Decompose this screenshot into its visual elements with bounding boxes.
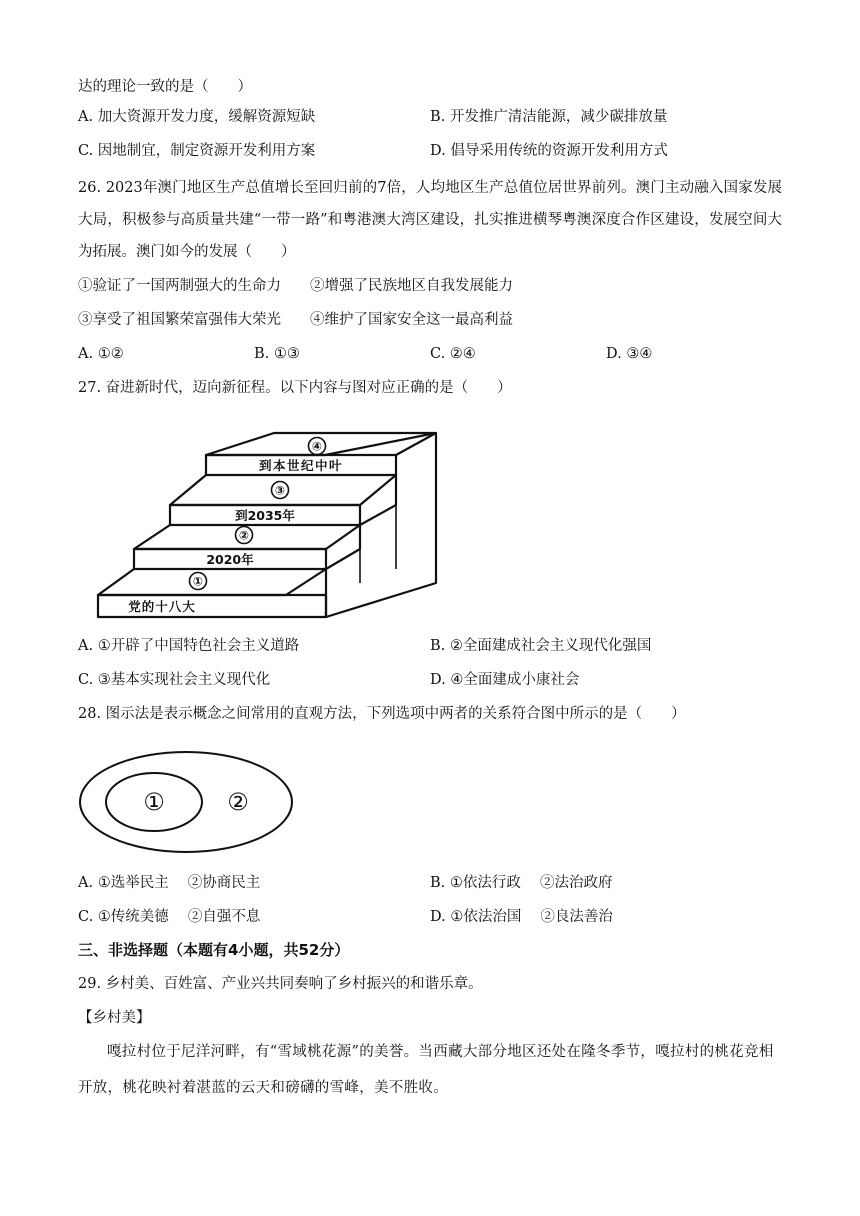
- q27-option-d[interactable]: D. ④全面建成小康社会: [430, 672, 580, 688]
- q26-option-d[interactable]: D. ③④: [606, 346, 653, 362]
- q26-stem: 26. 2023年澳门地区生产总值增长至回归前的7倍，人均地区生产总值位居世界前列。澳门主动融入国家发展大局，积极参与高质量共建“一带一路”和粤港澳大湾区建设，扎实推进横琴粤澳深度合作区建设，发展空间大为拓展。澳门如今的发展（ ）: [78, 180, 782, 260]
- q25-option-a[interactable]: A. 加大资源开发力度，缓解资源短缺: [78, 109, 316, 125]
- step-2-label: 2020年: [206, 552, 254, 567]
- marker-1: ①: [192, 574, 204, 589]
- q25-option-c[interactable]: C. 因地制宜，制定资源开发利用方案: [78, 143, 316, 159]
- q26-statements-2: ③享受了祖国繁荣富强伟大荣光 ④维护了国家安全这一最高利益: [78, 312, 513, 328]
- q27-option-b[interactable]: B. ②全面建成社会主义现代化强国: [430, 638, 652, 654]
- q29-sub-heading: 【乡村美】: [78, 1010, 151, 1026]
- q28-stem: 28. 图示法是表示概念之间常用的直观方法，下列选项中两者的关系符合图中所示的是（ ）: [78, 706, 686, 722]
- q26-option-c[interactable]: C. ②④: [430, 346, 476, 362]
- q26-statements-1: ①验证了一国两制强大的生命力 ②增强了民族地区自我发展能力: [78, 278, 513, 294]
- q26-option-a[interactable]: A. ①②: [78, 346, 124, 362]
- outer-ellipse: [80, 752, 292, 852]
- q29-stem: 29. 乡村美、百姓富、产业兴共同奏响了乡村振兴的和谐乐章。: [78, 976, 483, 992]
- q29-paragraph: 嘎拉村位于尼洋河畔，有“雪域桃花源”的美誉。当西藏大部分地区还处在隆冬季节，嘎拉村的桃花竞相开放，桃花映衬着湛蓝的云天和磅礴的雪峰，美不胜收。: [78, 1044, 774, 1096]
- step-3-label: 到2035年: [235, 508, 295, 523]
- staircase-figure: [90, 425, 450, 620]
- q26-option-b[interactable]: B. ①③: [254, 346, 300, 362]
- q28-option-c[interactable]: C. ①传统美德 ②自强不息: [78, 909, 261, 925]
- q28-option-b[interactable]: B. ①依法行政 ②法治政府: [430, 875, 613, 891]
- step-1-label: 党的十八大: [128, 599, 196, 614]
- marker-2: ②: [238, 528, 250, 543]
- q28-option-d[interactable]: D. ①依法治国 ②良法善治: [430, 909, 613, 925]
- q27-option-a[interactable]: A. ①开辟了中国特色社会主义道路: [78, 638, 300, 654]
- q25-stem-tail: 达的理论一致的是（ ）: [78, 79, 252, 95]
- q27-stem: 27. 奋进新时代，迈向新征程。以下内容与图对应正确的是（ ）: [78, 380, 512, 396]
- section-heading: 三、非选择题（本题有4小题，共52分）: [78, 941, 350, 959]
- outer-marker: ②: [227, 788, 249, 816]
- q25-option-b[interactable]: B. 开发推广清洁能源，减少碳排放量: [430, 109, 668, 125]
- q25-option-d[interactable]: D. 倡导采用传统的资源开发利用方式: [430, 143, 668, 159]
- q28-option-a[interactable]: A. ①选举民主 ②协商民主: [78, 875, 261, 891]
- marker-3: ③: [274, 483, 286, 498]
- marker-4: ④: [311, 439, 323, 454]
- step-4-label: 到本世纪中叶: [258, 458, 344, 473]
- venn-figure: [78, 748, 298, 858]
- inner-marker: ①: [143, 788, 165, 816]
- q27-option-c[interactable]: C. ③基本实现社会主义现代化: [78, 672, 271, 688]
